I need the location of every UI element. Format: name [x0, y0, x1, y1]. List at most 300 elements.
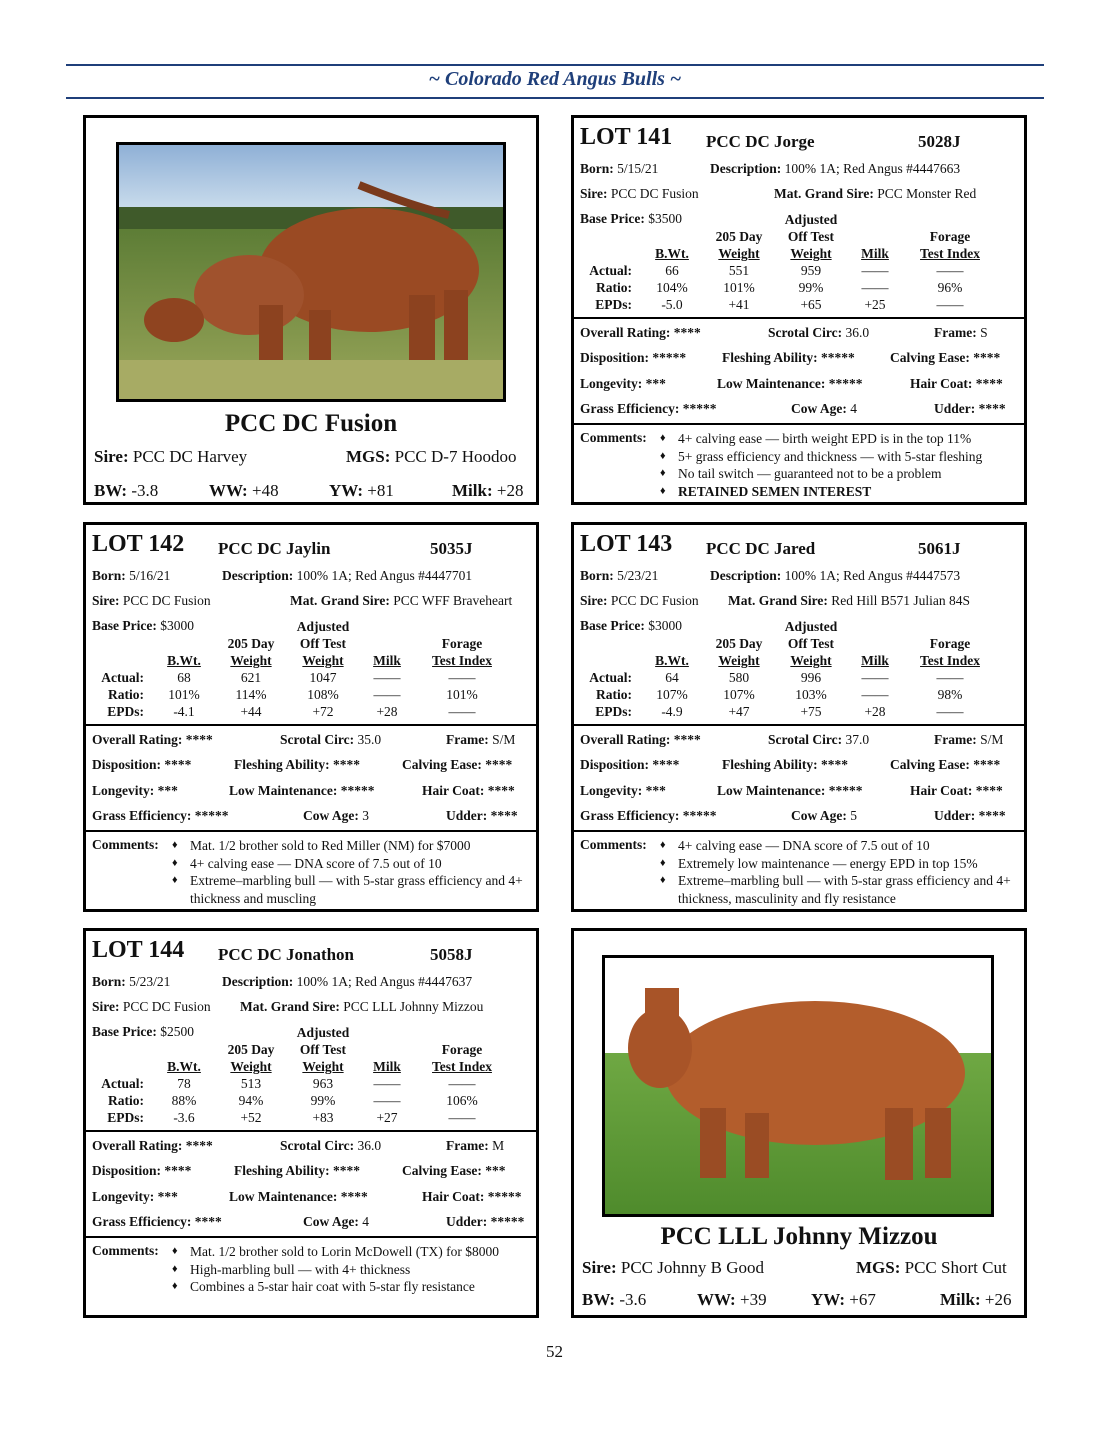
born-line	[92, 974, 170, 990]
epd-bwt: -4.1	[173, 704, 195, 719]
description-line	[222, 974, 472, 990]
calving-label: Calving Ease:	[890, 350, 970, 365]
actual-205: 580	[728, 670, 750, 685]
epd-forage: ——	[448, 1110, 476, 1125]
lot-header	[92, 935, 530, 969]
mgs-label: MGS:	[346, 447, 391, 466]
photo-yw	[811, 1290, 876, 1310]
overall-rating	[92, 1138, 213, 1154]
section-divider	[86, 1236, 536, 1238]
scrotal-value: 37.0	[845, 732, 870, 747]
col-adj-bot: Weight	[790, 653, 832, 668]
base-price-line	[580, 618, 682, 634]
epd-adj: +72	[312, 704, 334, 719]
epd-bwt: -3.6	[173, 1110, 195, 1125]
actual-205: 513	[240, 1076, 262, 1091]
actual-forage: ——	[936, 263, 964, 278]
col-forage-bot: Test Index	[432, 653, 492, 668]
bw-label: BW:	[94, 481, 128, 500]
mgs-label: MGS:	[856, 1258, 901, 1277]
col-adj-bot: Weight	[790, 246, 832, 261]
born-label: Born:	[580, 161, 614, 176]
born-label: Born:	[92, 568, 126, 583]
sire-line	[92, 999, 211, 1015]
col-205-top: 205 Day	[227, 636, 275, 651]
lowmaint-value: *****	[340, 783, 375, 798]
sire-value: PCC DC Fusion	[122, 999, 211, 1014]
col-205-bot: Weight	[718, 653, 760, 668]
fleshing-value: ****	[333, 1163, 361, 1178]
overall-value: ****	[185, 1138, 213, 1153]
mgs-label: Mat. Grand Sire:	[240, 999, 340, 1014]
calving-label: Calving Ease:	[890, 757, 970, 772]
milk-value: +26	[984, 1290, 1012, 1309]
epd-bwt: -4.9	[661, 704, 683, 719]
hair-value: *****	[487, 1189, 522, 1204]
udder-label: Udder:	[934, 401, 976, 416]
bull-name: PCC DC Jaylin	[218, 539, 331, 558]
fleshing-ability	[722, 757, 848, 773]
col-adj-top: Adjusted	[784, 619, 838, 634]
row-epds-label: EPDs:	[595, 704, 632, 719]
mgs-value: PCC WFF Braveheart	[393, 593, 513, 608]
tag-number: 5061J	[918, 539, 961, 558]
mgs-line	[290, 593, 512, 609]
bw-value: -3.6	[619, 1290, 647, 1309]
comments-list	[660, 430, 1016, 500]
photo-bw	[94, 481, 158, 501]
sire-label: Sire:	[92, 999, 120, 1014]
bull-standing-image	[605, 958, 991, 1214]
actual-forage: ——	[448, 1076, 476, 1091]
actual-milk: ——	[861, 670, 889, 685]
longevity	[580, 783, 666, 799]
ratio-bwt: 101%	[168, 687, 200, 702]
cowage-label: Cow Age:	[303, 1214, 359, 1229]
scrotal-label: Scrotal Circ:	[768, 732, 843, 747]
row-actual-label: Actual:	[101, 1076, 144, 1091]
grass-label: Grass Efficiency:	[92, 1214, 192, 1229]
comment-item: ♦ High-marbling bull — with 4+ thickness	[172, 1261, 528, 1279]
description-line	[222, 568, 472, 584]
born-value: 5/15/21	[617, 161, 659, 176]
fleshing-label: Fleshing Ability:	[722, 350, 818, 365]
hair-label: Hair Coat:	[910, 376, 973, 391]
photo-yw	[329, 481, 394, 501]
overall-rating	[580, 325, 701, 341]
calving-value: ****	[973, 757, 1001, 772]
base-price-label: Base Price:	[92, 618, 157, 633]
sire-value: PCC Johnny B Good	[620, 1258, 764, 1277]
frame-value: M	[492, 1138, 505, 1153]
comments-label: Comments:	[580, 430, 647, 445]
sire-photo-card-fusion	[83, 115, 539, 505]
scrotal-circ	[280, 1138, 381, 1154]
disposition-label: Disposition:	[580, 350, 650, 365]
page-title: ~ Colorado Red Angus Bulls ~	[428, 68, 682, 90]
ww-value: +48	[251, 481, 279, 500]
frame-value: S	[980, 325, 988, 340]
cowage-label: Cow Age:	[303, 808, 359, 823]
comment-item: ♦ Extreme–marbling bull — with 5-star grass efficiency and 4+ thickness and muscling	[172, 872, 528, 907]
base-price-label: Base Price:	[92, 1024, 157, 1039]
longevity-value: ***	[645, 376, 666, 391]
bw-value: -3.8	[131, 481, 159, 500]
grass-efficiency	[580, 808, 716, 824]
frame-label: Frame:	[934, 732, 977, 747]
ratio-milk: ——	[373, 1093, 401, 1108]
tag-number: 5035J	[430, 539, 473, 558]
ratio-forage: 101%	[446, 687, 478, 702]
base-price-value: $3500	[648, 211, 682, 226]
photo-milk	[940, 1290, 1011, 1310]
mgs-line	[240, 999, 483, 1015]
ratio-adj: 108%	[307, 687, 339, 702]
header-rule-bottom	[66, 97, 1044, 99]
udder-value: ****	[978, 401, 1006, 416]
col-milk: Milk	[373, 1059, 401, 1074]
udder-label: Udder:	[446, 1214, 488, 1229]
born-label: Born:	[92, 974, 126, 989]
row-ratio-label: Ratio:	[108, 1093, 144, 1108]
mgs-label: Mat. Grand Sire:	[728, 593, 828, 608]
photo-bull-name: PCC DC Fusion	[224, 410, 398, 437]
born-value: 5/23/21	[129, 974, 171, 989]
ratio-bwt: 104%	[656, 280, 688, 295]
fleshing-label: Fleshing Ability:	[722, 757, 818, 772]
hair-label: Hair Coat:	[910, 783, 973, 798]
sire-label: Sire:	[580, 186, 608, 201]
epd-205: +52	[240, 1110, 262, 1125]
ratio-bwt: 88%	[171, 1093, 197, 1108]
col-205-top: 205 Day	[715, 636, 763, 651]
row-actual-label: Actual:	[589, 263, 632, 278]
photo-mgs-line	[856, 1258, 1007, 1278]
frame	[446, 732, 515, 748]
lot-card-144	[83, 928, 539, 1318]
bull-name: PCC DC Jorge	[706, 132, 815, 151]
overall-rating	[580, 732, 701, 748]
col-adj-mid: Off Test	[299, 1042, 347, 1057]
calving-ease	[402, 757, 512, 773]
grass-value: ****	[194, 1214, 222, 1229]
yw-value: +67	[849, 1290, 876, 1309]
lot-card-141	[571, 115, 1027, 505]
col-milk: Milk	[861, 653, 889, 668]
base-price-value: $2500	[160, 1024, 194, 1039]
cow-age	[303, 1214, 369, 1230]
comment-item: ♦ RETAINED SEMEN INTEREST	[660, 483, 1016, 501]
longevity	[92, 783, 178, 799]
col-adj-top: Adjusted	[296, 619, 350, 634]
ww-label: WW:	[209, 481, 248, 500]
ratio-205: 114%	[235, 687, 267, 702]
longevity-label: Longevity:	[92, 783, 155, 798]
udder	[934, 401, 1006, 417]
cowage-label: Cow Age:	[791, 808, 847, 823]
sire-line	[580, 593, 699, 609]
hair-value: ****	[487, 783, 515, 798]
fleshing-ability	[234, 757, 360, 773]
row-epds-label: EPDs:	[595, 297, 632, 312]
description-value: 100% 1A; Red Angus #4447701	[296, 568, 473, 583]
col-adj-mid: Off Test	[299, 636, 347, 651]
cow-age	[791, 401, 857, 417]
sire-label: Sire:	[580, 593, 608, 608]
col-milk: Milk	[373, 653, 401, 668]
overall-label: Overall Rating:	[92, 1138, 183, 1153]
lowmaint-label: Low Maintenance:	[717, 376, 826, 391]
description-value: 100% 1A; Red Angus #4447663	[784, 161, 961, 176]
bull-name: PCC DC Jared	[706, 539, 816, 558]
col-205-top: 205 Day	[227, 1042, 275, 1057]
comment-item: ♦ No tail switch — guaranteed not to be a problem	[660, 465, 1016, 483]
cow-age	[303, 808, 369, 824]
grass-label: Grass Efficiency:	[580, 401, 680, 416]
disposition-label: Disposition:	[580, 757, 650, 772]
udder-value: ****	[978, 808, 1006, 823]
base-price-label: Base Price:	[580, 618, 645, 633]
lot-number: LOT 143	[580, 531, 673, 557]
udder-label: Udder:	[446, 808, 488, 823]
ratio-adj: 103%	[795, 687, 827, 702]
actual-bwt: 64	[665, 670, 679, 685]
description-value: 100% 1A; Red Angus #4447573	[784, 568, 961, 583]
scrotal-label: Scrotal Circ:	[280, 732, 355, 747]
col-forage-bot: Test Index	[432, 1059, 492, 1074]
calving-label: Calving Ease:	[402, 757, 482, 772]
scrotal-value: 35.0	[357, 732, 382, 747]
base-price-value: $3000	[648, 618, 682, 633]
section-divider	[574, 724, 1024, 726]
born-value: 5/23/21	[617, 568, 659, 583]
ratio-milk: ——	[861, 687, 889, 702]
hair-coat	[910, 376, 1003, 392]
row-actual-label: Actual:	[101, 670, 144, 685]
epd-205: +41	[728, 297, 750, 312]
yw-label: YW:	[329, 481, 363, 500]
frame	[446, 1138, 504, 1154]
frame-value: S/M	[492, 732, 516, 747]
ratio-forage: 98%	[937, 687, 963, 702]
cow-age	[791, 808, 857, 824]
fleshing-label: Fleshing Ability:	[234, 1163, 330, 1178]
col-205-bot: Weight	[230, 1059, 272, 1074]
grass-label: Grass Efficiency:	[92, 808, 192, 823]
disposition-value: *****	[652, 350, 687, 365]
scrotal-value: 36.0	[845, 325, 870, 340]
yw-label: YW:	[811, 1290, 845, 1309]
col-forage-top: Forage	[441, 636, 483, 651]
section-divider	[574, 830, 1024, 832]
longevity-value: ***	[157, 783, 178, 798]
longevity-value: ***	[157, 1189, 178, 1204]
col-adj-bot: Weight	[302, 1059, 344, 1074]
col-forage-bot: Test Index	[920, 246, 980, 261]
hair-coat	[422, 783, 515, 799]
sire-value: PCC DC Fusion	[610, 593, 699, 608]
comment-item: ♦ 4+ calving ease — DNA score of 7.5 out of 10	[660, 837, 1016, 855]
actual-adj: 963	[312, 1076, 334, 1091]
mgs-value: Red Hill B571 Julian 84S	[831, 593, 971, 608]
hair-coat	[910, 783, 1003, 799]
sire-value: PCC DC Fusion	[610, 186, 699, 201]
cowage-value: 4	[850, 401, 857, 416]
epd-milk: +28	[376, 704, 398, 719]
disposition	[580, 350, 686, 366]
actual-bwt: 68	[177, 670, 191, 685]
longevity-label: Longevity:	[580, 376, 643, 391]
hair-label: Hair Coat:	[422, 783, 485, 798]
bw-label: BW:	[582, 1290, 616, 1309]
actual-205: 621	[240, 670, 262, 685]
col-forage-bot: Test Index	[920, 653, 980, 668]
overall-value: ****	[673, 325, 701, 340]
scrotal-label: Scrotal Circ:	[768, 325, 843, 340]
frame-label: Frame:	[446, 1138, 489, 1153]
calving-ease	[890, 757, 1000, 773]
row-actual-label: Actual:	[589, 670, 632, 685]
lot-card-142	[83, 522, 539, 912]
description-label: Description:	[710, 161, 782, 176]
sire-value: PCC DC Harvey	[132, 447, 248, 466]
ratio-bwt: 107%	[656, 687, 688, 702]
photo-bull-name: PCC LLL Johnny Mizzou	[660, 1223, 938, 1250]
low-maintenance	[717, 783, 863, 799]
section-divider	[574, 317, 1024, 319]
frame	[934, 325, 988, 341]
fleshing-label: Fleshing Ability:	[234, 757, 330, 772]
born-label: Born:	[580, 568, 614, 583]
comments-label: Comments:	[92, 1243, 159, 1258]
section-divider	[86, 1130, 536, 1132]
longevity-label: Longevity:	[580, 783, 643, 798]
bull-photo-mizzou	[602, 955, 994, 1217]
photo-sire-line	[94, 447, 247, 467]
scrotal-circ	[768, 732, 869, 748]
ww-label: WW:	[697, 1290, 736, 1309]
overall-label: Overall Rating:	[580, 732, 671, 747]
mgs-label: Mat. Grand Sire:	[774, 186, 874, 201]
col-205-bot: Weight	[230, 653, 272, 668]
hair-value: ****	[975, 783, 1003, 798]
lowmaint-value: *****	[828, 783, 863, 798]
disposition	[92, 1163, 191, 1179]
sire-label: Sire:	[582, 1258, 617, 1277]
grass-label: Grass Efficiency:	[580, 808, 680, 823]
hair-coat	[422, 1189, 522, 1205]
col-bwt: B.Wt.	[167, 653, 201, 668]
scrotal-circ	[768, 325, 869, 341]
description-line	[710, 161, 960, 177]
frame	[934, 732, 1003, 748]
epd-forage: ——	[936, 704, 964, 719]
epd-bwt: -5.0	[661, 297, 683, 312]
comment-item: ♦ 4+ calving ease — DNA score of 7.5 out of 10	[172, 855, 528, 873]
disposition-value: ****	[164, 757, 192, 772]
actual-bwt: 66	[665, 263, 679, 278]
comments-list	[172, 837, 528, 907]
scrotal-label: Scrotal Circ:	[280, 1138, 355, 1153]
base-price-value: $3000	[160, 618, 194, 633]
actual-adj: 996	[800, 670, 822, 685]
disposition-value: ****	[164, 1163, 192, 1178]
bull-name: PCC DC Jonathon	[218, 945, 355, 964]
section-divider	[86, 724, 536, 726]
sire-value: PCC DC Fusion	[122, 593, 211, 608]
lowmaint-value: ****	[340, 1189, 368, 1204]
cowage-value: 4	[362, 1214, 369, 1229]
ratio-205: 94%	[238, 1093, 264, 1108]
lot-header	[580, 529, 1018, 563]
col-milk: Milk	[861, 246, 889, 261]
row-epds-label: EPDs:	[107, 1110, 144, 1125]
ratio-adj: 99%	[310, 1093, 336, 1108]
comment-item: ♦ Mat. 1/2 brother sold to Lorin McDowell (TX) for $8000	[172, 1243, 528, 1261]
longevity-value: ***	[645, 783, 666, 798]
epd-milk: +28	[864, 704, 886, 719]
comments-label: Comments:	[92, 837, 159, 852]
fleshing-ability	[722, 350, 855, 366]
cowage-value: 5	[850, 808, 857, 823]
grass-value: *****	[682, 808, 717, 823]
udder-value: ****	[490, 808, 518, 823]
photo-sire-line	[582, 1258, 764, 1278]
ratio-forage: 106%	[446, 1093, 478, 1108]
bull-photo-fusion	[116, 142, 506, 402]
base-price-line	[92, 1024, 194, 1040]
sire-line	[92, 593, 211, 609]
scrotal-value: 36.0	[357, 1138, 382, 1153]
actual-milk: ——	[861, 263, 889, 278]
photo-milk	[452, 481, 523, 501]
milk-label: Milk:	[940, 1290, 981, 1309]
scrotal-circ	[280, 732, 381, 748]
description-label: Description:	[710, 568, 782, 583]
lowmaint-label: Low Maintenance:	[717, 783, 826, 798]
row-ratio-label: Ratio:	[596, 687, 632, 702]
actual-adj: 959	[800, 263, 822, 278]
actual-adj: 1047	[309, 670, 337, 685]
comment-item: ♦ 5+ grass efficiency and thickness — with 5-star fleshing	[660, 448, 1016, 466]
sire-photo-card-mizzou	[571, 928, 1027, 1318]
tag-number: 5058J	[430, 945, 473, 964]
col-bwt: B.Wt.	[655, 653, 689, 668]
col-adj-bot: Weight	[302, 653, 344, 668]
base-price-label: Base Price:	[580, 211, 645, 226]
lowmaint-label: Low Maintenance:	[229, 783, 338, 798]
actual-forage: ——	[448, 670, 476, 685]
calving-ease	[890, 350, 1000, 366]
photo-bw	[582, 1290, 646, 1310]
calving-value: ***	[485, 1163, 506, 1178]
ratio-adj: 99%	[798, 280, 824, 295]
disposition-label: Disposition:	[92, 1163, 162, 1178]
fleshing-value: ****	[821, 757, 849, 772]
comments-list	[660, 837, 1016, 907]
udder	[446, 808, 518, 824]
frame-label: Frame:	[446, 732, 489, 747]
grass-efficiency	[580, 401, 716, 417]
col-205-top: 205 Day	[715, 229, 763, 244]
mgs-line	[774, 186, 976, 202]
comments-label: Comments:	[580, 837, 647, 852]
photo-ww	[209, 481, 279, 501]
overall-label: Overall Rating:	[92, 732, 183, 747]
col-bwt: B.Wt.	[167, 1059, 201, 1074]
born-value: 5/16/21	[129, 568, 171, 583]
yw-value: +81	[367, 481, 394, 500]
